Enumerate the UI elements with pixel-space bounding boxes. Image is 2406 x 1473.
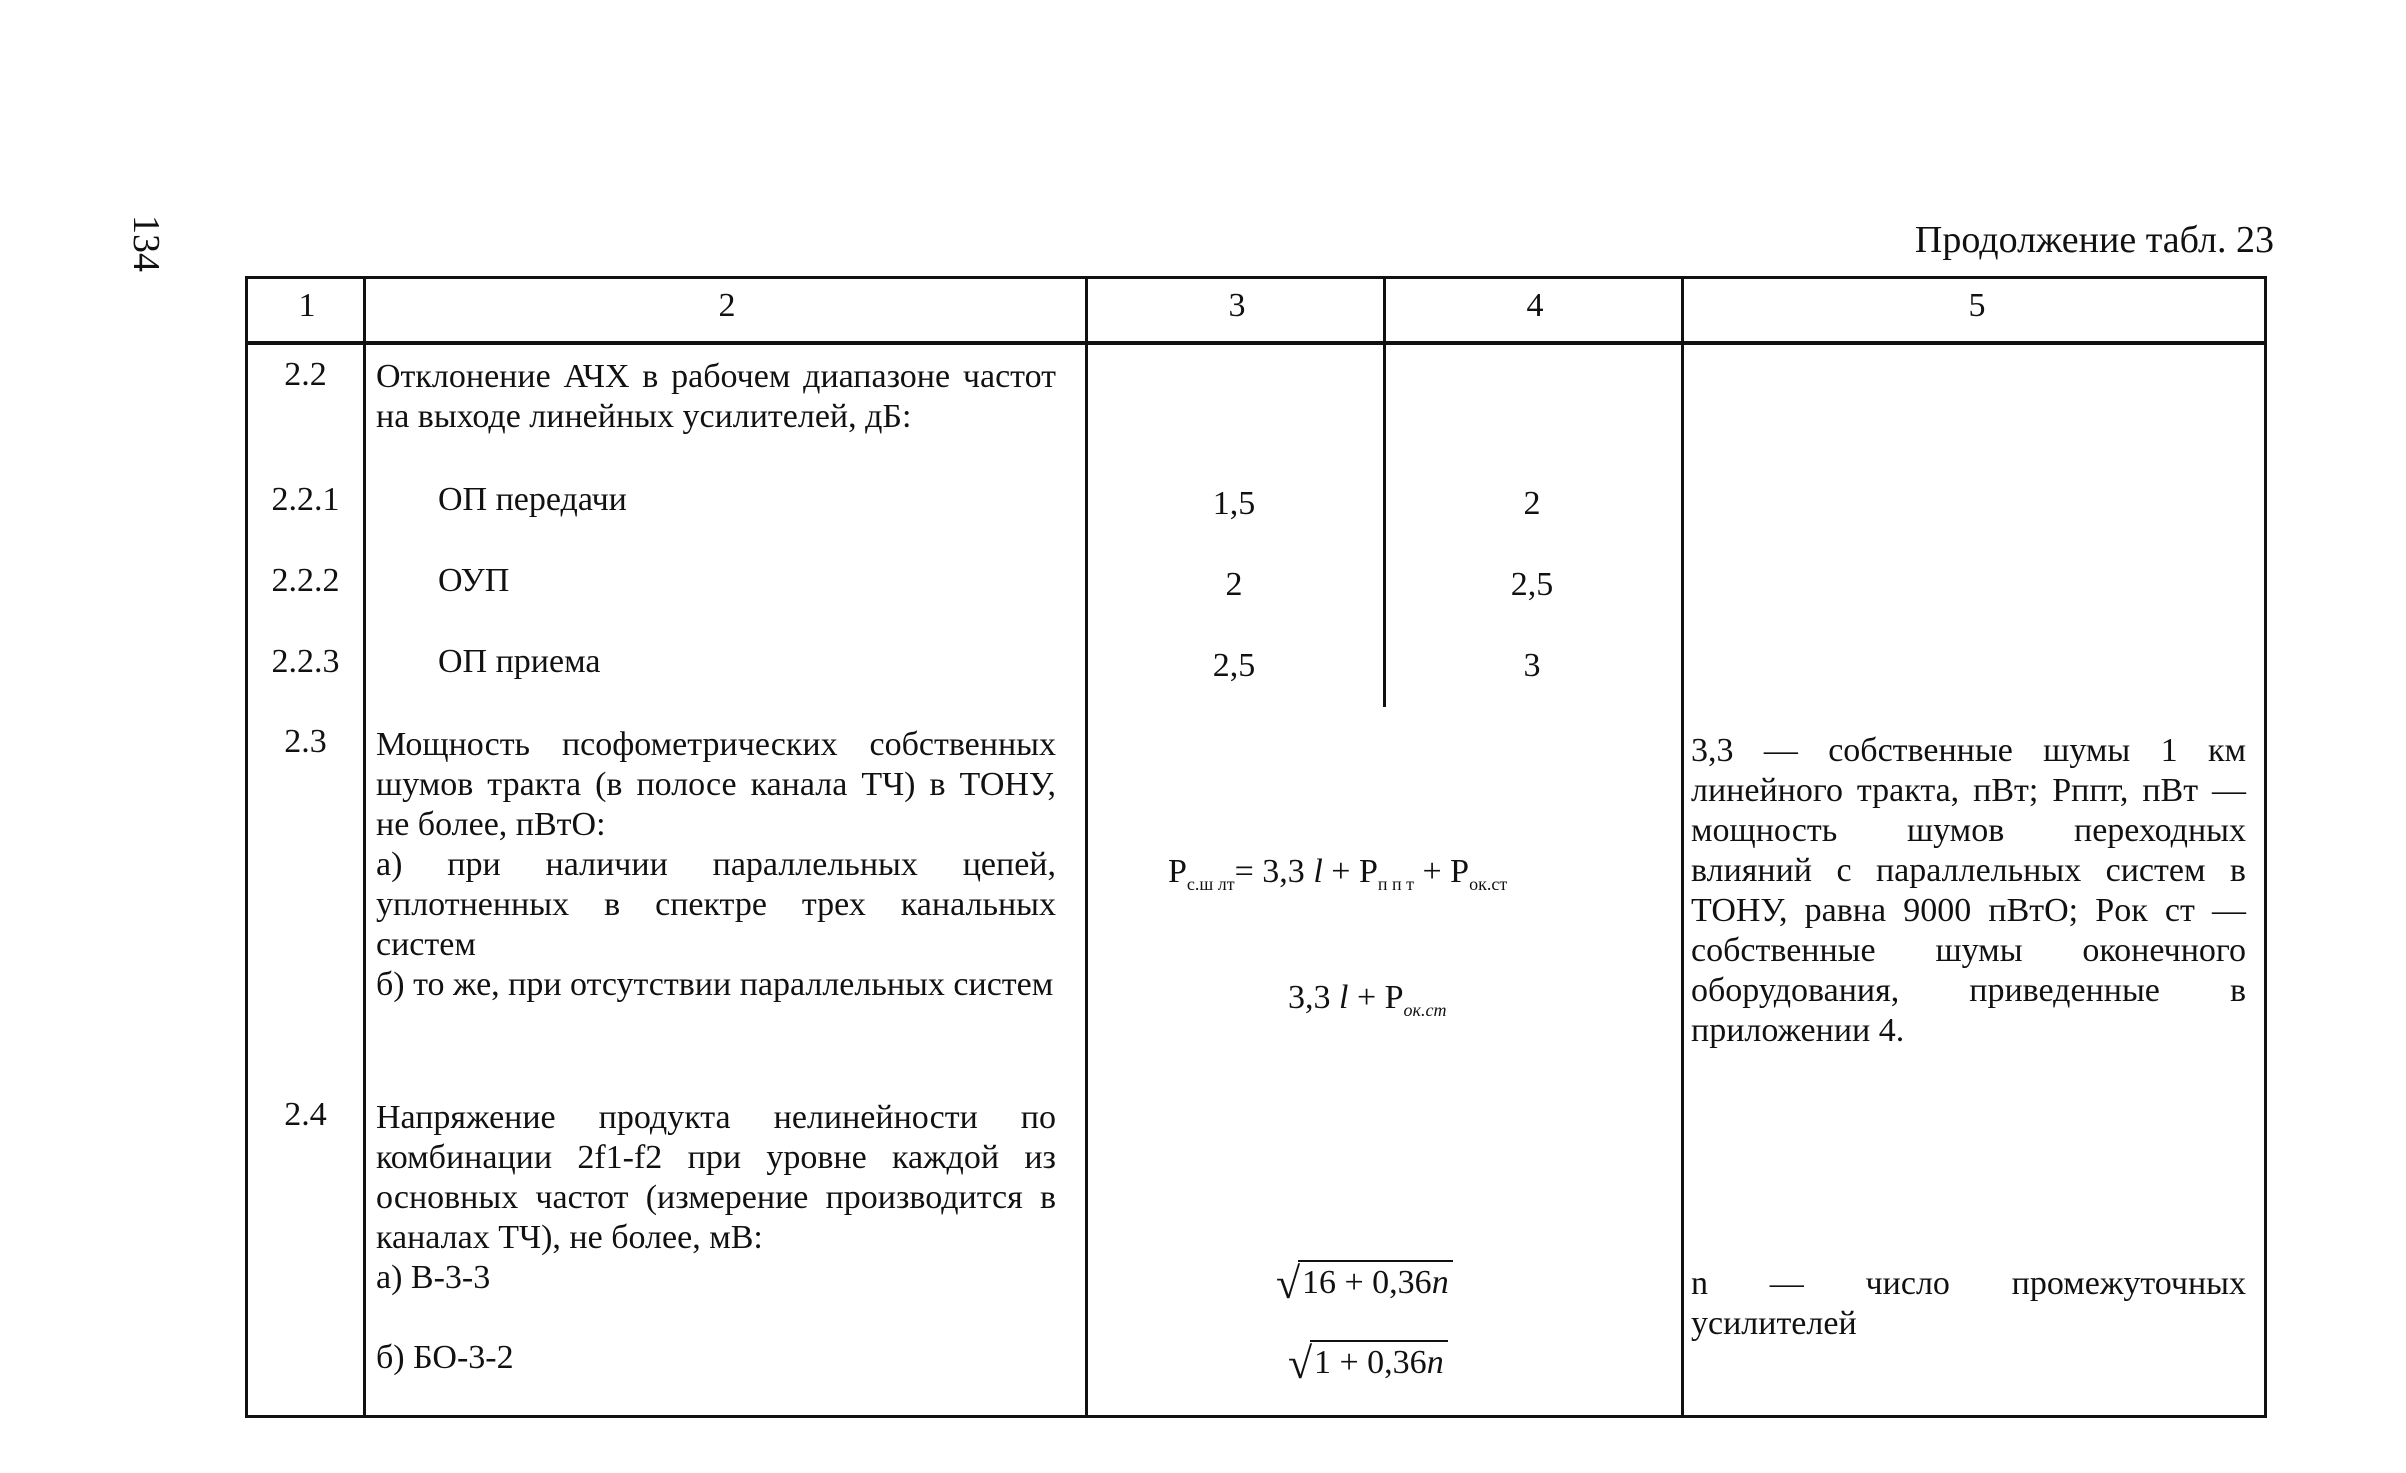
table-caption: Продолжение табл. 23 xyxy=(1914,219,2274,261)
header-col-5: 5 xyxy=(1968,287,1986,324)
header-col-2: 2 xyxy=(718,287,736,324)
col4-value: 2 xyxy=(1523,485,1541,522)
row-text: Напряжение продукта нелинейности по комбинации 2f1-f2 при уровне каждой из основных частот (измерение производится в каналах ТЧ), не более, мВ: xyxy=(376,1099,1056,1256)
col3-value: 1,5 xyxy=(1212,485,1256,522)
row-number: 2.3 xyxy=(284,723,327,760)
row-number: 2.2.3 xyxy=(271,643,340,680)
row-text-option-b: б) то же, при отсутствии параллельных систем xyxy=(376,966,1054,1003)
col3-value: 2,5 xyxy=(1212,647,1256,684)
col4-value: 2,5 xyxy=(1510,566,1554,603)
row-note: 3,3 — собственные шумы 1 км линейного тракта, пВт; Pппт, пВт — мощность шумов переходных влияний с параллельных систем в ТОНУ, равна 9000 пВтО; Pок ст — собственные шумы оконечного оборудования, приведенные в приложении 4. xyxy=(1691,732,2246,1049)
header-col-4: 4 xyxy=(1526,287,1544,324)
sqrt-formula-a: √ 16 + 0,36n xyxy=(1276,1264,1453,1302)
noise-formula-a: $P_{с.ш лт}= 3,3$ $l + P_{п п т} + P_{ок.ст}$ xyxy=(1168,853,1508,894)
sqrt-formula-b: √ 1 + 0,36n xyxy=(1288,1344,1448,1382)
row-number: 2.2.1 xyxy=(271,481,340,518)
col4-value: 3 xyxy=(1523,647,1541,684)
data-table xyxy=(245,276,2267,1418)
row-text: ОП передачи xyxy=(438,481,627,518)
header-col-3: 3 xyxy=(1228,287,1246,324)
header-col-1: 1 xyxy=(298,287,316,324)
column-divider xyxy=(363,279,366,1415)
row-text-option-b: б) БО-3-2 xyxy=(376,1339,514,1376)
column-divider xyxy=(1085,279,1088,1415)
row-number: 2.2.2 xyxy=(271,562,340,599)
row-text: ОУП xyxy=(438,562,510,599)
table-header xyxy=(248,279,2264,345)
column-divider xyxy=(1681,279,1684,1415)
page-number: 134 xyxy=(125,215,167,272)
col3-value: 2 xyxy=(1225,566,1243,603)
row-number: 2.4 xyxy=(284,1096,327,1133)
row-number: 2.2 xyxy=(284,356,327,393)
row-text-option-a: а) В-3-3 xyxy=(376,1259,491,1296)
row-text: Мощность псофометрических собственных шумов тракта (в полосе канала ТЧ) в ТОНУ, не более, пВтО: xyxy=(376,726,1056,843)
row-note: n — число промежуточных усилителей xyxy=(1691,1265,2246,1342)
row-text: ОП приема xyxy=(438,643,601,680)
row-text-option-a: а) при наличии параллельных цепей, уплотненных в спектре трех канальных систем xyxy=(376,846,1056,963)
row-text: Отклонение АЧХ в рабочем диапазоне частот на выходе линейных усилителей, дБ: xyxy=(376,358,1056,435)
noise-formula-b: 3,3 $l + P_{ок.ст}$ xyxy=(1288,979,1447,1020)
